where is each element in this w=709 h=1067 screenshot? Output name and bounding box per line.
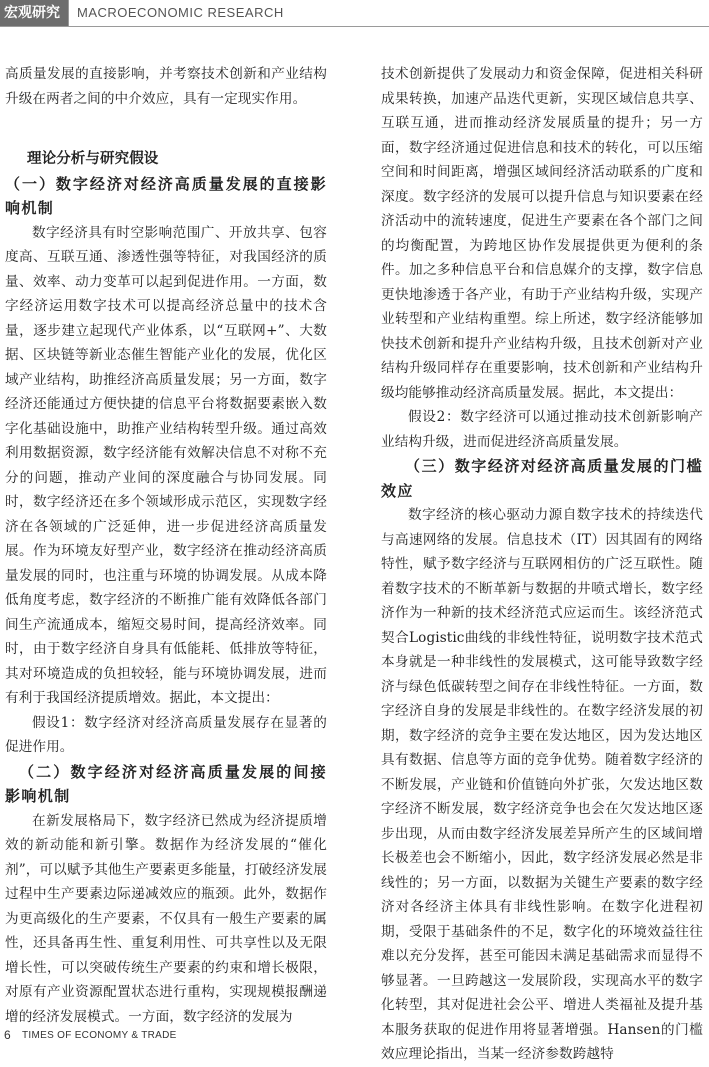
subsection-2-body: 在新发展格局下，数字经济已然成为经济提质增效的新动能和新引擎。数据作为经济发展的“催化剂”，可以赋予其他生产要素更多能量，打破经济发展过程中生产要素边际递减效应的瓶颈。此外，数据作为更高级化的生产要素，不仅具有一般生产要素的属性，还具备再生性、重复利用性、可共享性以及无限增长性，可以突破传统生产要素的约束和增长极限，对原有产业资源配置状态进行重构，实现规模报酬递增的经济发展模式。一方面，数字经济的发展为	[5, 812, 328, 1025]
right-column	[381, 62, 703, 1067]
section-heading: 理论分析与研究假设	[27, 151, 159, 167]
hypothesis-1: 假设1：数字经济对经济高质量发展存在显著的促进作用。	[5, 714, 327, 755]
page-footer	[0, 1028, 709, 1048]
page-number: 6	[4, 1028, 11, 1042]
left-column	[5, 62, 327, 1029]
section-name-cn: 宏观研究	[0, 0, 68, 26]
intro-paragraph: 高质量发展的直接影响，并考察技术创新和产业结构升级在两者之间的中介效应，具有一定现实作用。	[5, 66, 327, 107]
publication-name: TIMES OF ECONOMY & TRADE	[22, 1030, 177, 1041]
page-header	[0, 0, 709, 26]
subsection-1-body: 数字经济具有时空影响范围广、开放共享、包容度高、互联互通、渗透性强等特征，对我国经济的质量、效率、动力变革可以起到促进作用。一方面，数字经济运用数字技术可以提高经济总量中的技术含量，逐步建立起现代产业体系，以“互联网+”、大数据、区块链等新业态催生智能产业化的发展，优化区域产业结构，助推经济高质量发展；另一方面，数字经济还能通过方便快捷的信息平台将数据要素嵌入数字化基础设施中，助推产业结构转型升级。通过高效利用数据资源，数字经济能有效解决信息不对称不充分的问题，推动产业间的深度融合与协同发展。同时，数字经济还在多个领域形成示范区，实现数字经济在各领域的广泛延伸，进一步促进经济高质量发展。作为环境友好型产业，数字经济在推动经济高质量发展的同时，也注重与环境的协调发展。从成本降低角度考虑，数字经济的不断推广能有效降低各部门间生产流通成本，缩短交易时间，提高经济效率。同时，由于数字经济自身具有低能耗、低排放等特征，其对环境造成的负担较轻，能与环境协调发展，进而有利于我国经济提质增效。据此，本文提出：	[5, 224, 327, 706]
section-name-en: MACROECONOMIC RESEARCH	[68, 0, 292, 26]
subsection-heading-2: （二）数字经济对经济高质量发展的间接影响机制	[5, 762, 327, 805]
subsection-heading-3: （三）数字经济对经济高质量发展的门槛效应	[381, 457, 703, 500]
section-gap	[5, 111, 327, 147]
header-rule	[0, 26, 709, 27]
subsection-heading-1: （一）数字经济对经济高质量发展的直接影响机制	[5, 174, 327, 217]
subsection-3-body: 数字经济的核心驱动力源自数字技术的持续迭代与高速网络的发展。信息技术（IT）因其固有的网络特性，赋予数字经济与互联网相仿的广泛互联性。随着数字技术的不断革新与数据的井喷式增长，数字经济作为一种新的技术经济范式应运而生。该经济范式契合Logistic曲线的非线性特征，说明数字技术范式本身就是一种非线性的发展模式，这可能导致数字经济与绿色低碳转型之间存在非线性特征。一方面，数字经济自身的发展是非线性的。在数字经济发展的初期，数字经济的竞争主要在发达地区，因为发达地区具有数据、信息等方面的竞争优势。随着数字经济的不断发展，产业链和价值链向外扩张，欠发达地区数字经济不断发展，数字经济竞争也会在欠发达地区逐步出现，从而由数字经济发展差异所产生的区域间增长极差也会不断缩小，因此，数字经济发展必然是非线性的；另一方面，以数据为关键生产要素的数字经济对各经济主体具有非线性影响。在数字化进程初期，受限于基础条件的不足，数字化的环境效益往往难以充分发挥，甚至可能因未满足基础需求而显得不够显著。一旦跨越这一发展阶段，实现高水平的数字化转型，其对促进社会公平、增进人类福祉及提升基本服务获取的促进作用将显著增强。Hansen的门槛效应理论指出，当某一经济参数跨越特	[381, 507, 703, 1062]
continuation-paragraph: 技术创新提供了发展动力和资金保障，促进相关科研成果转换，加速产品迭代更新，实现区域信息共享、互联互通，进而推动经济发展质量的提升；另一方面，数字经济通过促进信息和技术的转化，可以压缩空间和时间距离，增强区域间经济活动联系的广度和深度。数字经济的发展可以提升信息与知识要素在经济活动中的流转速度，促进生产要素在各个部门之间的均衡配置，为跨地区协作发展提供更为便利的条件。加之多种信息平台和信息媒介的支撑，数字信息更快地渗透于各产业，有助于产业结构升级，实现产业转型和产业结构重塑。综上所述，数字经济能够加快技术创新和提升产业结构升级，且技术创新对产业结构升级同样存在重要影响，技术创新和产业结构升级均能够推动经济高质量发展。据此，本文提出：	[381, 66, 703, 401]
hypothesis-2: 假设2：数字经济可以通过推动技术创新影响产业结构升级，进而促进经济高质量发展。	[381, 409, 703, 450]
